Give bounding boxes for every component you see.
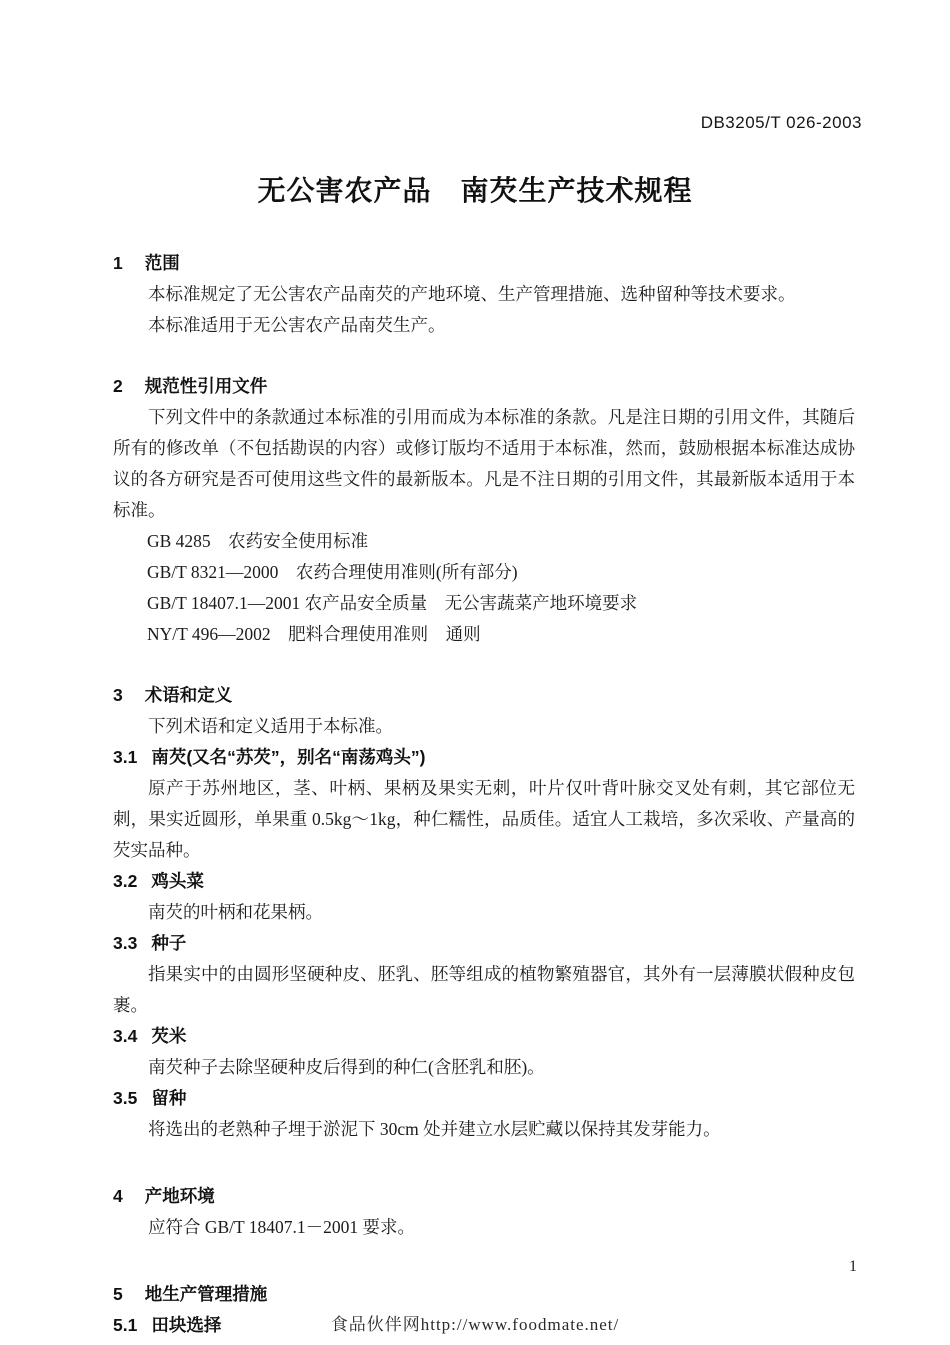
term-3-3-heading: [113, 928, 855, 959]
reference-item: GB 4285 农药安全使用标准: [147, 531, 369, 551]
term-3-3-definition: 指果实中的由圆形坚硬种皮、胚乳、胚等组成的植物繁殖器官，其外有一层薄膜状假种皮包裹。: [113, 964, 855, 1015]
section-5-heading: [113, 1279, 855, 1310]
section-2-number: 2: [113, 376, 123, 396]
section-1-title: 范围: [144, 253, 180, 273]
section-3-title: 术语和定义: [144, 685, 233, 705]
section-2-heading: [113, 371, 855, 402]
term-3-3-name: 种子: [151, 933, 187, 953]
term-3-5-heading: [113, 1083, 855, 1114]
section-4-number: 4: [113, 1186, 123, 1206]
section-3-heading: [113, 680, 855, 711]
term-3-2-name: 鸡头菜: [151, 871, 204, 891]
reference-item: GB/T 18407.1—2001 农产品安全质量 无公害蔬菜产地环境要求: [147, 593, 638, 613]
paragraph: 应符合 GB/T 18407.1－2001 要求。: [148, 1217, 416, 1237]
term-3-2: [113, 866, 855, 928]
term-3-1: [113, 742, 855, 866]
term-3-1-heading: [113, 742, 855, 773]
section-5-1-title: 田块选择: [151, 1315, 222, 1335]
term-3-2-number: 3.2: [113, 871, 138, 891]
term-3-4: [113, 1021, 855, 1083]
term-3-1-number: 3.1: [113, 747, 138, 767]
section-5-1-number: 5.1: [113, 1315, 138, 1335]
standard-number: DB3205/T 026-2003: [700, 113, 862, 132]
section-4-production-environment: [113, 1181, 855, 1243]
term-3-5-number: 3.5: [113, 1088, 138, 1108]
term-3-5-name: 留种: [151, 1088, 187, 1108]
paragraph: 本标准规定了无公害农产品南芡的产地环境、生产管理措施、选种留种等技术要求。: [148, 284, 796, 304]
paragraph: 下列文件中的条款通过本标准的引用而成为本标准的条款。凡是注日期的引用文件，其随后所有的修改单（不包括勘误的内容）或修订版均不适用于本标准，然而，鼓励根据本标准达成协议的各方研究是否可使用这些文件的最新版本。凡是不注日期的引用文件，其最新版本适用于本标准。: [113, 407, 855, 520]
section-2-title: 规范性引用文件: [144, 376, 268, 396]
term-3-3-number: 3.3: [113, 933, 138, 953]
term-3-5: [113, 1083, 855, 1145]
term-3-5-definition: 将选出的老熟种子埋于淤泥下 30cm 处并建立水层贮藏以保持其发芽能力。: [148, 1119, 721, 1139]
footer-watermark: 食品伙伴网http://www.foodmate.net/: [330, 1315, 620, 1334]
term-3-2-heading: [113, 866, 855, 897]
term-3-1-name: 南芡(又名“苏芡”，别名“南荡鸡头”): [151, 747, 426, 767]
section-1-number: 1: [113, 253, 123, 273]
section-2-normative-references: [113, 371, 855, 650]
section-5-title: 地生产管理措施: [144, 1284, 268, 1304]
term-3-3: [113, 928, 855, 1021]
section-1-heading: [113, 248, 855, 279]
section-1-scope: [113, 248, 855, 341]
document-title: 无公害农产品 南芡生产技术规程: [257, 174, 693, 206]
page-number: 1: [849, 1258, 857, 1275]
term-3-2-definition: 南芡的叶柄和花果柄。: [148, 902, 323, 922]
term-3-4-heading: [113, 1021, 855, 1052]
reference-item: GB/T 8321—2000 农药合理使用准则(所有部分): [147, 562, 518, 582]
section-5-number: 5: [113, 1284, 123, 1304]
term-3-1-definition: 原产于苏州地区，茎、叶柄、果柄及果实无刺，叶片仅叶背叶脉交叉处有刺，其它部位无刺，果实近圆形，单果重 0.5kg～1kg，种仁糯性，品质佳。适宜人工栽培，多次采收、产量高的芡实品种。: [113, 778, 855, 860]
document-body: [113, 248, 855, 1341]
term-3-4-name: 芡米: [151, 1026, 187, 1046]
section-3-number: 3: [113, 685, 123, 705]
term-3-4-definition: 南芡种子去除坚硬种皮后得到的种仁(含胚乳和胚)。: [148, 1057, 545, 1077]
reference-item: NY/T 496—2002 肥料合理使用准则 通则: [147, 624, 481, 644]
section-4-heading: [113, 1181, 855, 1212]
section-3-terms-definitions: [113, 680, 855, 1145]
paragraph: 本标准适用于无公害农产品南芡生产。: [148, 315, 446, 335]
paragraph: 下列术语和定义适用于本标准。: [148, 716, 393, 736]
term-3-4-number: 3.4: [113, 1026, 138, 1046]
section-4-title: 产地环境: [144, 1186, 215, 1206]
